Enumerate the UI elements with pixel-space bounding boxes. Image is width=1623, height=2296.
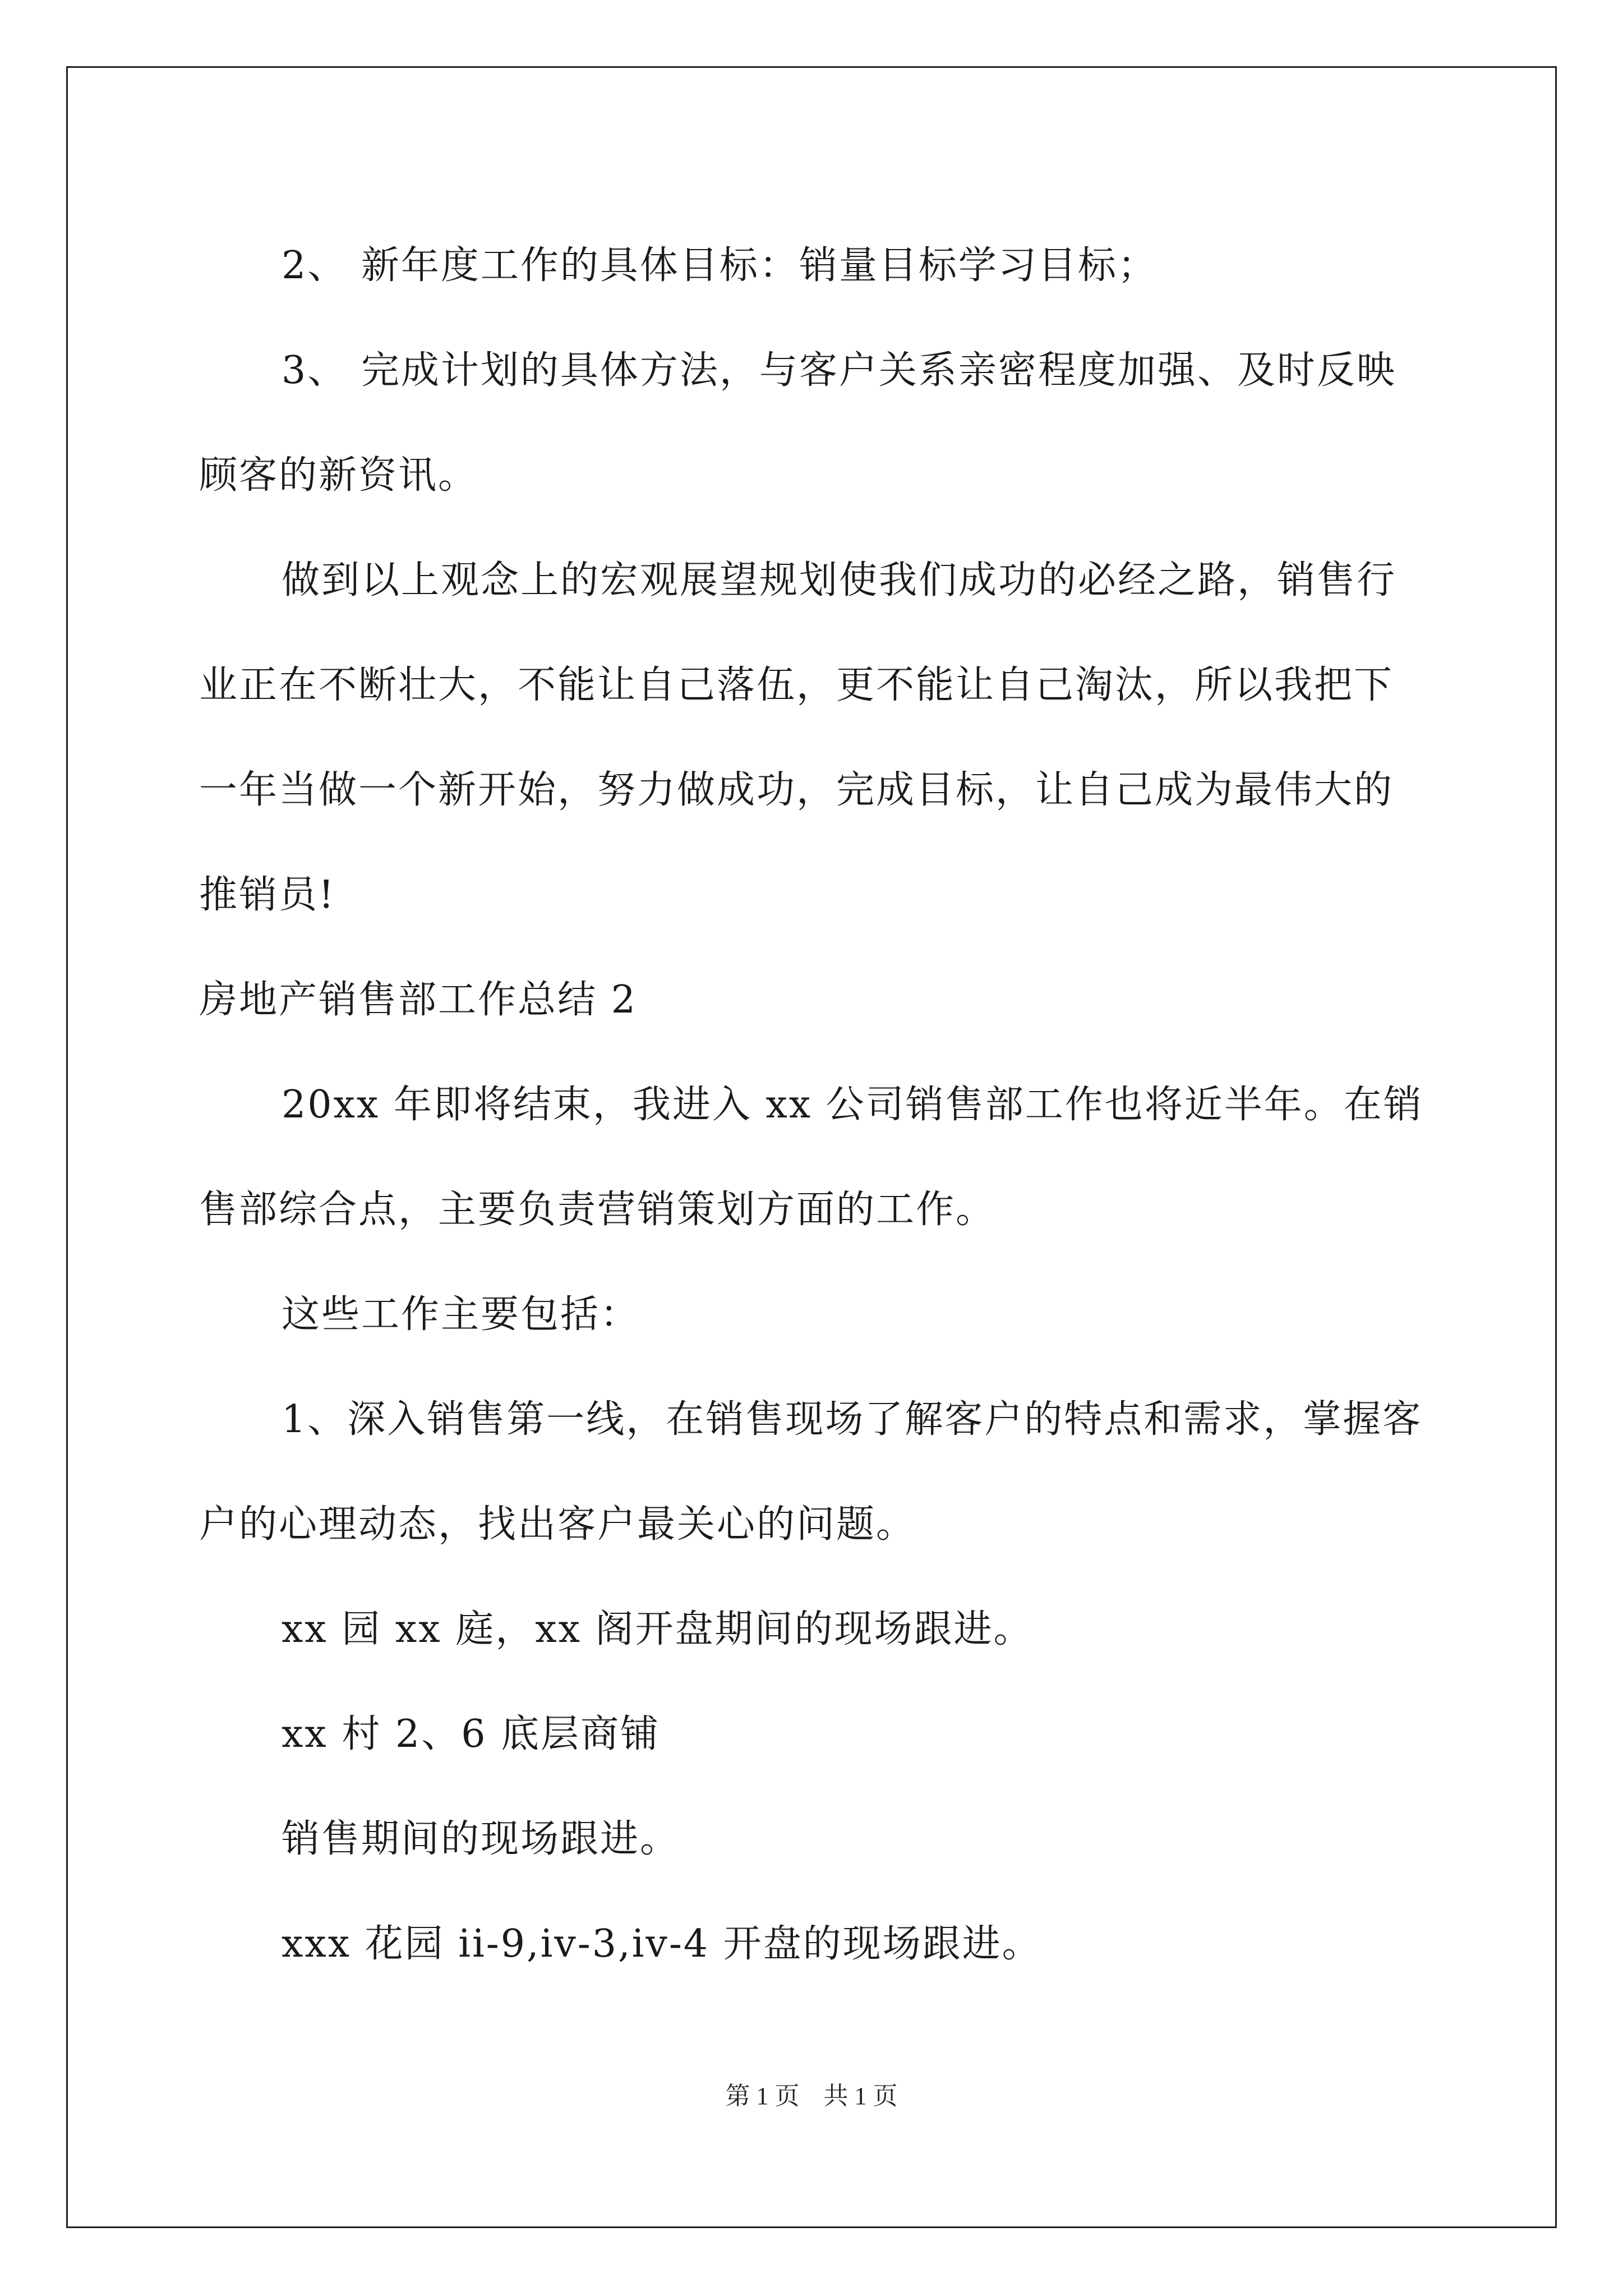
paragraph-line: 一年当做一个新开始，努力做成功，完成目标，让自己成为最伟大的	[199, 768, 1394, 812]
document-body	[199, 213, 1422, 1996]
paragraph-line: 1、深入销售第一线，在销售现场了解客户的特点和需求，掌握客	[282, 1397, 1423, 1442]
paragraph-line: 业正在不断壮大，不能让自己落伍，更不能让自己淘汰，所以我把下	[199, 663, 1394, 707]
paragraph-line: xx 园 xx 庭，xx 阁开盘期间的现场跟进。	[282, 1607, 1034, 1651]
page-total: 共 1 页	[823, 2082, 898, 2110]
paragraph-line: 售部综合点，主要负责营销策划方面的工作。	[199, 1188, 996, 1232]
paragraph-line: 顾客的新资讯。	[199, 453, 478, 498]
paragraph-line: 20xx 年即将结束，我进入 xx 公司销售部工作也将近半年。在销	[282, 1083, 1423, 1127]
paragraph-line: 推销员!	[199, 873, 336, 917]
paragraph-line: 这些工作主要包括：	[282, 1292, 640, 1337]
paragraph-line: xxx 花园 ii-9,iv-3,iv-4 开盘的现场跟进。	[282, 1922, 1042, 1966]
page-footer	[0, 2076, 1623, 2111]
paragraph-line: 户的心理动态，找出客户最关心的问题。	[199, 1502, 916, 1547]
paragraph-line: 2、 新年度工作的具体目标：销量目标学习目标；	[282, 243, 1158, 288]
section-heading: 房地产销售部工作总结 2	[199, 978, 637, 1022]
paragraph-line: 3、 完成计划的具体方法，与客户关系亲密程度加强、及时反映	[282, 348, 1396, 393]
paragraph-line: xx 村 2、6 底层商铺	[282, 1712, 661, 1756]
paragraph-line: 做到以上观念上的宏观展望规划使我们成功的必经之路，销售行	[282, 558, 1397, 602]
paragraph-line: 销售期间的现场跟进。	[282, 1817, 680, 1861]
page-number: 第 1 页	[725, 2082, 800, 2110]
